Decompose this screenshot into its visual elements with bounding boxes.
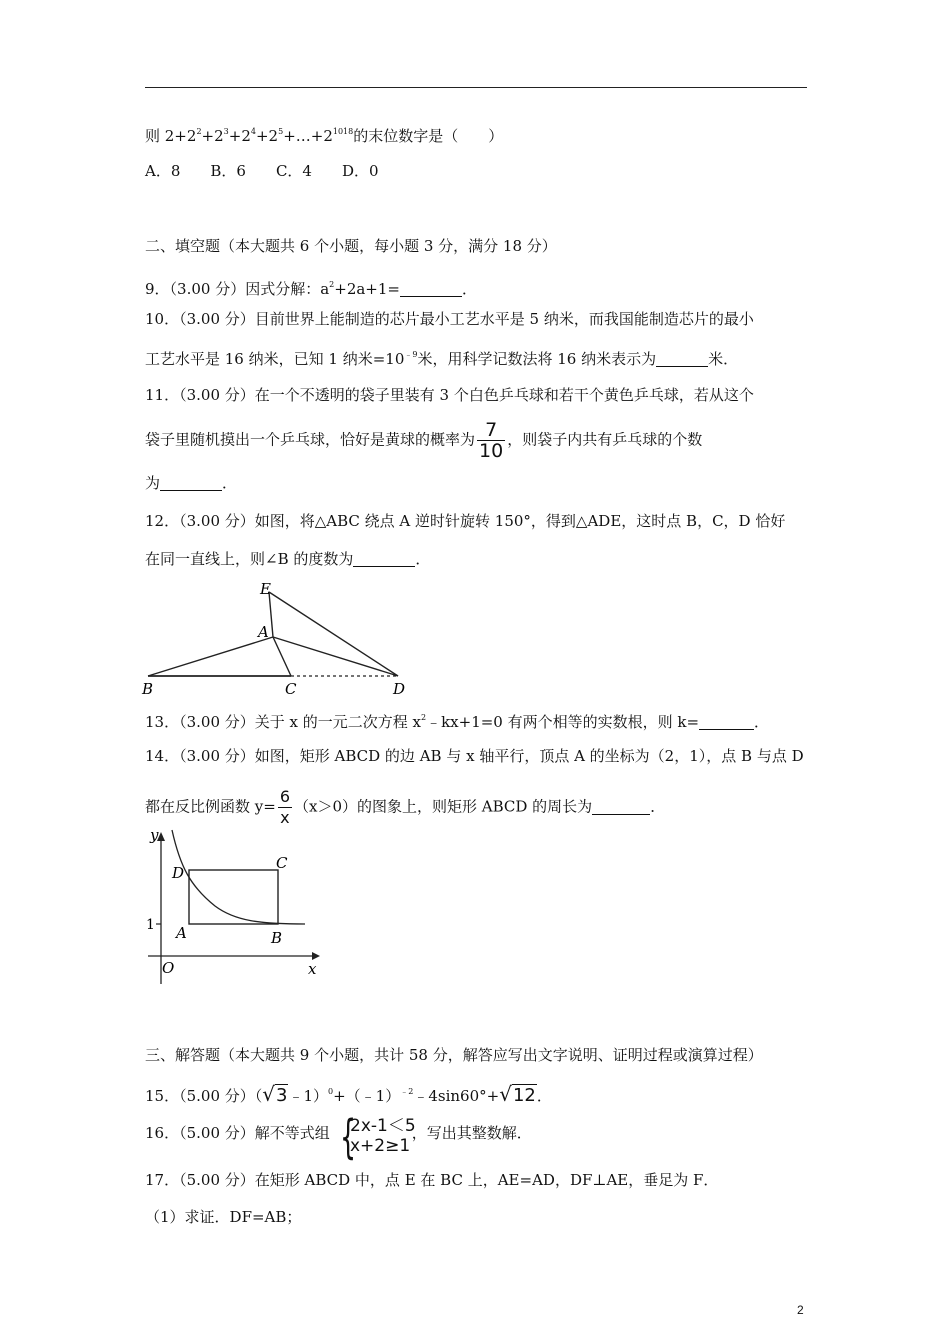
label-a: A (176, 924, 187, 942)
x-axis-arrow-icon (312, 952, 320, 960)
question-16: 16．（5.00 分）解不等式组 ，写出其整数解． (145, 1124, 532, 1142)
question-10-line1: 10．（3.00 分）目前世界上能制造的芯片最小工艺水平是 5 纳米，而我国能制造芯片的最小 (145, 310, 754, 328)
question-17-sub1: （1）求证．DF=AB； (145, 1208, 302, 1226)
segment-a-c (273, 637, 291, 676)
answer-blank[interactable] (699, 715, 754, 730)
hyperbola-curve (172, 830, 305, 924)
question-14-line2: 都在反比例函数 y= $\frac{6}{x}$ （x＞0）的图象上，则矩形 ABCD 的周长为 ． (145, 787, 666, 827)
fraction-7-10: $\frac{7}{10}$ (479, 419, 504, 462)
q14-graph-figure (140, 826, 340, 991)
left-brace-icon: { (340, 1110, 357, 1164)
segment-a-e (269, 592, 273, 637)
label-one: 1 (146, 917, 155, 933)
label-d: D (393, 680, 406, 698)
answer-blank[interactable] (353, 552, 415, 567)
question-12-line2: 在同一直线上，则∠B 的度数为 ． (145, 550, 431, 568)
question-14-line1: 14．（3.00 分）如图，矩形 ABCD 的边 AB 与 x 轴平行，顶点 A 的坐标为（2，1），点 B 与点 D (145, 747, 804, 765)
question-11-line1: 11．（3.00 分）在一个不透明的袋子里装有 3 个白色乒乓球和若干个黄色乒乓球，若从这个 (145, 386, 754, 404)
answer-blank[interactable] (160, 476, 222, 491)
section2-heading: 二、填空题（本大题共 6 个小题，每小题 3 分，满分 18 分） (145, 237, 557, 255)
label-d: D (172, 864, 185, 882)
answer-blank[interactable] (656, 352, 708, 367)
q8-stem: 则 $2+2^2+2^3+2^4+2^5+\dots+2^{1018}$的末位数字是（ ） (145, 127, 504, 145)
label-b: B (142, 680, 154, 698)
sqrt-12: √12 (499, 1082, 536, 1106)
answer-blank[interactable] (592, 800, 650, 815)
inequality-1: 2x-1＜5 (350, 1116, 416, 1136)
header-rule (145, 87, 807, 88)
segment-b-a (148, 637, 273, 676)
question-15: 15．（5.00 分）（√3﹣1）$^0$+（﹣1）$^{﹣2}$﹣4sin60°+√12． (145, 1082, 552, 1106)
question-13: 13．（3.00 分）关于 x 的一元二次方程 $x^2﹣kx+1=0$ 有两个相等的实数根，则 k= ． (145, 713, 770, 731)
q12-triangle-figure (130, 570, 430, 700)
inequality-2: x+2≥1 (350, 1136, 411, 1156)
question-10-line2: 工艺水平是 16 纳米，已知 1 纳米$=10^{﹣9}$米，用科学记数法将 16 纳米表示为 米． (145, 350, 739, 368)
question-12-line1: 12．（3.00 分）如图，将△ABC 绕点 A 逆时针旋转 150°，得到△ADE，这时点 B，C，D 恰好 (145, 512, 786, 530)
answer-blank[interactable] (400, 282, 462, 297)
label-c: C (276, 854, 288, 872)
label-b: B (271, 929, 283, 947)
question-11-line3: 为 ． (145, 474, 238, 492)
segment-a-d (273, 637, 398, 676)
label-o: O (162, 959, 175, 977)
question-11-line2: 袋子里随机摸出一个乒乓球，恰好是黄球的概率为 $\frac{7}{10}$ ，则袋子内共有乒乓球的个数 (145, 419, 703, 462)
label-y: y (150, 826, 159, 844)
section3-heading: 三、解答题（本大题共 9 个小题，共计 58 分，解答应写出文字说明、证明过程或演算过程） (145, 1046, 763, 1064)
question-17-line1: 17．（5.00 分）在矩形 ABCD 中，点 E 在 BC 上，AE=AD，DF⊥AE，垂足为 F． (145, 1171, 719, 1189)
label-c: C (285, 680, 297, 698)
label-a: A (258, 623, 269, 641)
label-e: E (260, 580, 271, 598)
question-9: 9．（3.00 分）因式分解：$a^2+2a+1=$ ． (145, 280, 478, 298)
page-number: 2 (797, 1303, 804, 1317)
segment-e-d (269, 592, 398, 676)
sqrt-3: √3 (262, 1082, 288, 1106)
fraction-6-x: $\frac{6}{x}$ (279, 787, 290, 827)
q8-options: A．8 B．6 C．4 D．0 (145, 162, 379, 180)
label-x: x (308, 960, 317, 978)
